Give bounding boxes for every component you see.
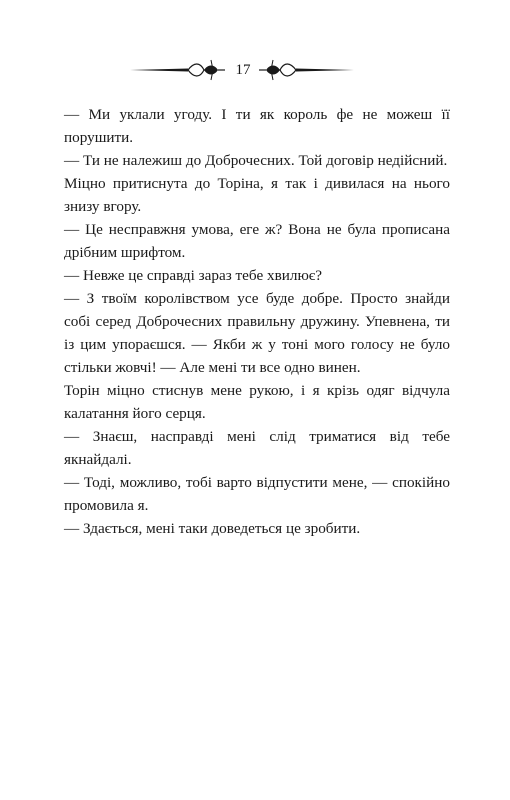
body-text xyxy=(64,103,450,540)
paragraph: — Ти не належиш до Доброчесних. Той договір недійсний. xyxy=(64,152,448,169)
running-header xyxy=(0,50,510,90)
paragraph: — Ми уклали угоду. І ти як король фе не можеш її порушити. xyxy=(64,106,450,146)
paragraph: Торін міцно стиснув мене рукою, і я крізь одяг відчула калатання його серця. xyxy=(64,382,450,422)
paragraph: Міцно притиснута до Торіна, я так і дивилася на нього знизу вгору. xyxy=(64,175,450,215)
paragraph: — Невже це справді зараз тебе хвилює? xyxy=(64,267,323,284)
flourish-ornament-icon xyxy=(128,58,226,82)
paragraph: — Знаєш, насправді мені слід триматися від тебе якнайдалі. xyxy=(64,428,450,468)
paragraph: — Це несправжня умова, еге ж? Вона не була прописана дрібним шрифтом. xyxy=(64,221,450,261)
paragraph: — Тоді, можливо, тобі варто відпустити мене, — спокійно промовила я. xyxy=(64,474,450,514)
page-number: 17 xyxy=(235,62,251,78)
paragraph: — З твоїм королівством усе буде добре. Просто знайди собі серед Доброчесних правильну дружину. Упевнена, ти із цим упораєшся. — Якби ж у тоні мого голосу не було стільки жовчі! — Але мені ти все одно винен. xyxy=(64,290,450,376)
flourish-ornament-icon xyxy=(258,58,356,82)
paragraph: — Здається, мені таки доведеться це зробити. xyxy=(64,520,361,537)
